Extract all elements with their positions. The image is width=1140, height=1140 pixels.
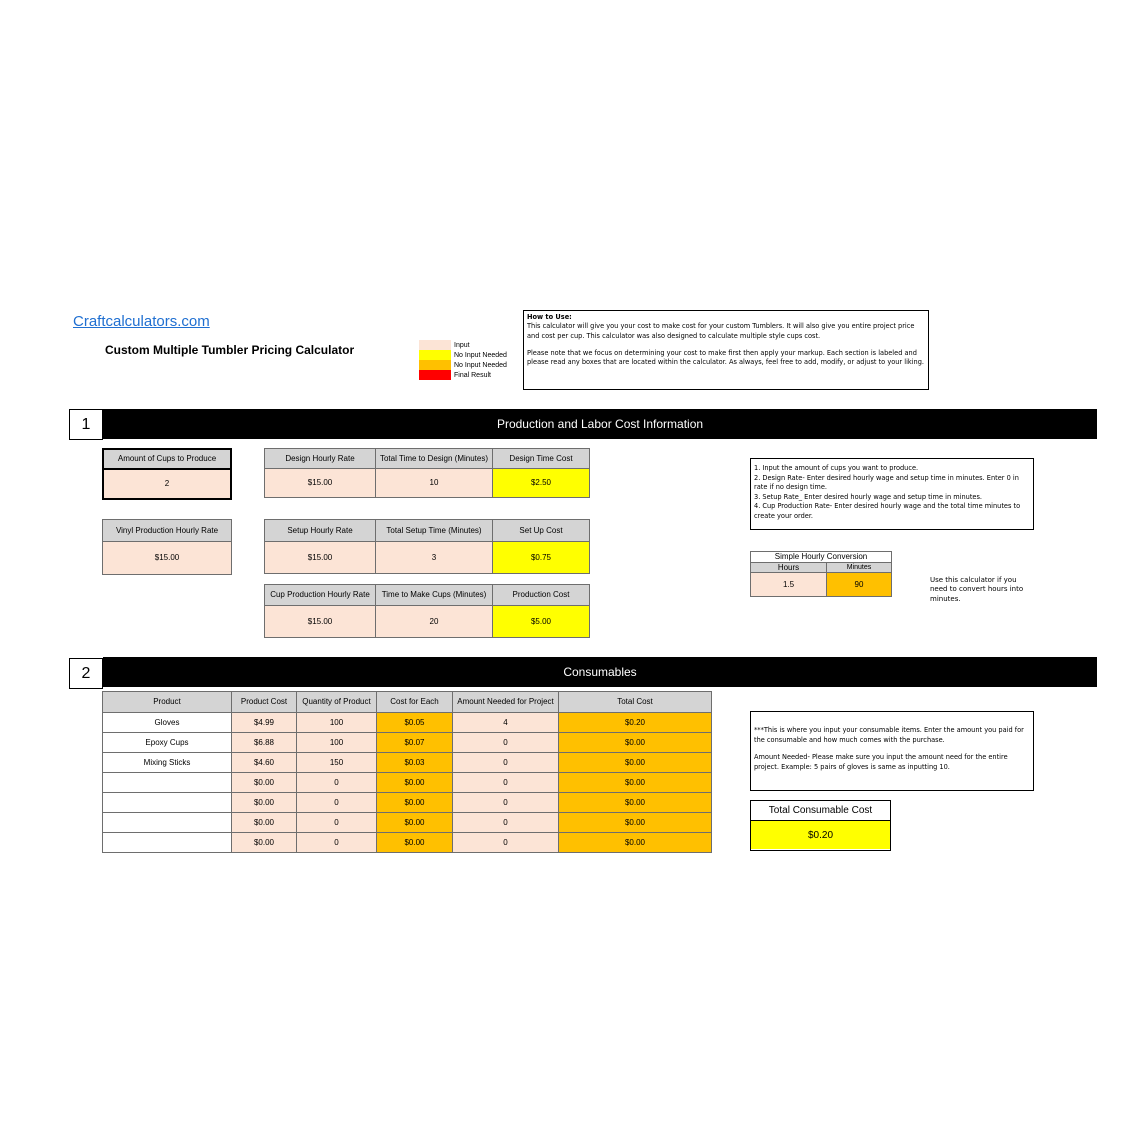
total-cost-value: $0.00 xyxy=(559,793,712,813)
design-time-label: Total Time to Design (Minutes) xyxy=(376,449,493,469)
consumables-note-text: Amount Needed- Please make sure you input the amount need for the entire project. Example: 5 pairs of gloves is same as inputting 10. xyxy=(754,753,1008,771)
product-cost-input[interactable]: $0.00 xyxy=(232,813,297,833)
total-cost-value: $0.00 xyxy=(559,813,712,833)
cost-each-value: $0.00 xyxy=(377,793,453,813)
amount-needed-input[interactable]: 4 xyxy=(453,713,559,733)
column-header: Amount Needed for Project xyxy=(453,692,559,713)
product-name-input[interactable]: Mixing Sticks xyxy=(103,753,232,773)
column-header: Product xyxy=(103,692,232,713)
production-table xyxy=(264,584,590,638)
product-cost-input[interactable]: $0.00 xyxy=(232,773,297,793)
cups-input[interactable]: 2 xyxy=(103,469,231,499)
section-header-consumables: Consumables xyxy=(103,657,1097,687)
setup-time-label: Total Setup Time (Minutes) xyxy=(376,520,493,542)
amount-needed-input[interactable]: 0 xyxy=(453,753,559,773)
product-cost-input[interactable]: $4.99 xyxy=(232,713,297,733)
quantity-input[interactable]: 0 xyxy=(297,793,377,813)
quantity-input[interactable]: 0 xyxy=(297,813,377,833)
cost-each-value: $0.05 xyxy=(377,713,453,733)
hours-input[interactable]: 1.5 xyxy=(751,573,827,597)
quantity-input[interactable]: 100 xyxy=(297,733,377,753)
total-cost-value: $0.20 xyxy=(559,713,712,733)
amount-needed-input[interactable]: 0 xyxy=(453,813,559,833)
consumables-table xyxy=(102,691,712,853)
column-header: Total Cost xyxy=(559,692,712,713)
quantity-input[interactable]: 0 xyxy=(297,773,377,793)
page-title: Custom Multiple Tumbler Pricing Calculator xyxy=(105,343,355,357)
site-link[interactable]: Craftcalculators.com xyxy=(73,313,210,330)
amount-needed-input[interactable]: 0 xyxy=(453,773,559,793)
cups-label: Amount of Cups to Produce xyxy=(103,449,231,469)
product-cost-input[interactable]: $0.00 xyxy=(232,833,297,853)
vinyl-rate-label: Vinyl Production Hourly Rate xyxy=(103,520,232,542)
design-cost-value: $2.50 xyxy=(493,469,590,498)
production-rate-input[interactable]: $15.00 xyxy=(265,606,376,638)
column-header: Cost for Each xyxy=(377,692,453,713)
legend-label: Final Result xyxy=(454,371,491,379)
product-name-input[interactable] xyxy=(103,833,232,853)
legend-row-final-result xyxy=(419,370,529,380)
legend-swatch-red xyxy=(419,370,451,380)
legend-row-no-input-yellow xyxy=(419,350,529,360)
total-cost-value: $0.00 xyxy=(559,833,712,853)
table-row xyxy=(103,793,712,813)
design-rate-label: Design Hourly Rate xyxy=(265,449,376,469)
quantity-input[interactable]: 150 xyxy=(297,753,377,773)
production-instructions-box xyxy=(750,458,1034,530)
product-cost-input[interactable]: $4.60 xyxy=(232,753,297,773)
total-consumable-cost-label: Total Consumable Cost xyxy=(751,801,890,821)
legend-row-no-input-orange xyxy=(419,360,529,370)
setup-cost-value: $0.75 xyxy=(493,542,590,574)
design-rate-input[interactable]: $15.00 xyxy=(265,469,376,498)
table-row xyxy=(103,733,712,753)
total-consumable-cost-value: $0.20 xyxy=(751,821,890,849)
cost-each-value: $0.07 xyxy=(377,733,453,753)
instruction-line: 2. Design Rate- Enter desired hourly wage and setup time in minutes. Enter 0 in rate if no design time. xyxy=(754,473,1019,492)
setup-rate-input[interactable]: $15.00 xyxy=(265,542,376,574)
column-header: Product Cost xyxy=(232,692,297,713)
vinyl-table xyxy=(102,519,232,575)
section-header-production: Production and Labor Cost Information xyxy=(103,409,1097,439)
total-cost-value: $0.00 xyxy=(559,733,712,753)
design-cost-label: Design Time Cost xyxy=(493,449,590,469)
legend-swatch-yellow xyxy=(419,350,451,360)
how-to-use-text: This calculator will give you your cost to make cost for your custom Tumblers. It will also give you entire project price and cost per cup. This calculator was also designed to calculate multiple style cups cost. xyxy=(527,322,915,340)
how-to-use-title: How to Use: xyxy=(527,313,572,321)
production-cost-value: $5.00 xyxy=(493,606,590,638)
legend-swatch-orange xyxy=(419,360,451,370)
table-row xyxy=(103,773,712,793)
product-name-input[interactable]: Epoxy Cups xyxy=(103,733,232,753)
consumables-notes-box xyxy=(750,711,1034,791)
cost-each-value: $0.03 xyxy=(377,753,453,773)
design-time-input[interactable]: 10 xyxy=(376,469,493,498)
conversion-note: Use this calculator if you need to convert hours into minutes. xyxy=(930,576,1024,603)
product-cost-input[interactable]: $6.88 xyxy=(232,733,297,753)
conversion-title: Simple Hourly Conversion xyxy=(751,552,892,563)
legend-swatch-input xyxy=(419,340,451,350)
product-name-input[interactable] xyxy=(103,773,232,793)
instruction-line: 3. Setup Rate_ Enter desired hourly wage and setup time in minutes. xyxy=(754,492,983,501)
cost-each-value: $0.00 xyxy=(377,833,453,853)
minutes-value: 90 xyxy=(827,573,892,597)
table-row xyxy=(103,813,712,833)
product-name-input[interactable] xyxy=(103,813,232,833)
product-cost-input[interactable]: $0.00 xyxy=(232,793,297,813)
design-table xyxy=(264,448,590,498)
total-cost-value: $0.00 xyxy=(559,753,712,773)
production-cost-label: Production Cost xyxy=(493,585,590,606)
setup-time-input[interactable]: 3 xyxy=(376,542,493,574)
cost-each-value: $0.00 xyxy=(377,813,453,833)
instruction-line: 1. Input the amount of cups you want to produce. xyxy=(754,464,919,472)
production-time-input[interactable]: 20 xyxy=(376,606,493,638)
table-row xyxy=(103,833,712,853)
amount-needed-input[interactable]: 0 xyxy=(453,793,559,813)
legend-label: No Input Needed xyxy=(454,361,507,369)
minutes-label: Minutes xyxy=(827,563,892,573)
cups-table xyxy=(102,448,232,500)
total-consumable-cost-box xyxy=(750,800,891,851)
how-to-use-box xyxy=(523,310,929,390)
setup-rate-label: Setup Hourly Rate xyxy=(265,520,376,542)
section-number-1: 1 xyxy=(69,409,103,440)
color-legend xyxy=(419,340,529,380)
product-name-input[interactable]: Gloves xyxy=(103,713,232,733)
consumables-note-text: ***This is where you input your consumable items. Enter the amount you paid for the consumable and how much comes with the purchase. xyxy=(754,726,1024,744)
cost-each-value: $0.00 xyxy=(377,773,453,793)
legend-row-input xyxy=(419,340,529,350)
production-rate-label: Cup Production Hourly Rate xyxy=(265,585,376,606)
quantity-input[interactable]: 100 xyxy=(297,713,377,733)
table-row xyxy=(103,753,712,773)
amount-needed-input[interactable]: 0 xyxy=(453,833,559,853)
hours-label: Hours xyxy=(751,563,827,573)
legend-label: Input xyxy=(454,341,470,349)
how-to-use-text: Please note that we focus on determining your cost to make first then apply your markup. Each section is labeled and please read any boxes that are located within the calculator. As always, feel free to add, modify, or adjust to your liking. xyxy=(527,349,925,367)
product-name-input[interactable] xyxy=(103,793,232,813)
vinyl-rate-input[interactable]: $15.00 xyxy=(103,542,232,575)
section-number-2: 2 xyxy=(69,658,103,689)
table-row xyxy=(103,713,712,733)
setup-table xyxy=(264,519,590,574)
instruction-line: 4. Cup Production Rate- Enter desired hourly wage and the total time minutes to create your order. xyxy=(754,502,1021,520)
total-cost-value: $0.00 xyxy=(559,773,712,793)
setup-cost-label: Set Up Cost xyxy=(493,520,590,542)
hourly-conversion-table xyxy=(750,551,892,597)
production-time-label: Time to Make Cups (Minutes) xyxy=(376,585,493,606)
quantity-input[interactable]: 0 xyxy=(297,833,377,853)
column-header: Quantity of Product xyxy=(297,692,377,713)
legend-label: No Input Needed xyxy=(454,351,507,359)
amount-needed-input[interactable]: 0 xyxy=(453,733,559,753)
